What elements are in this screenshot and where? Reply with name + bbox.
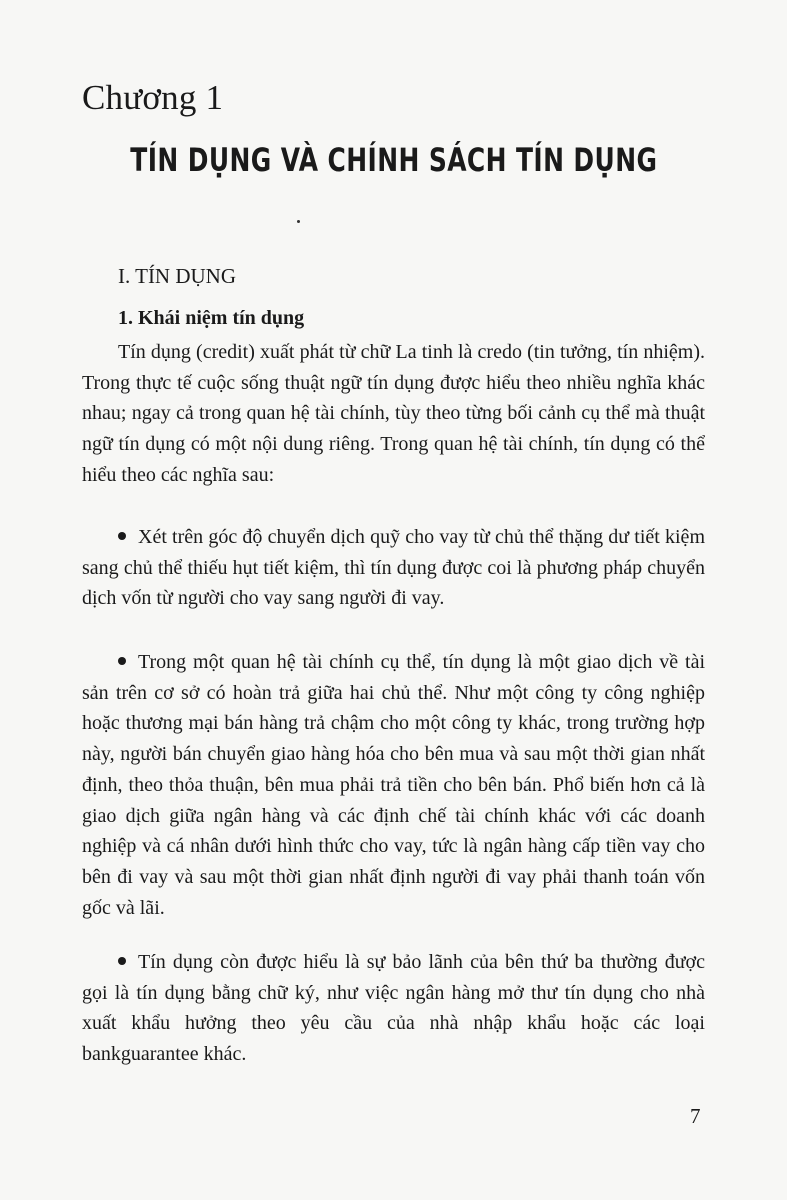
print-speck bbox=[297, 220, 300, 223]
bullet-paragraph-1 bbox=[82, 522, 705, 614]
bullet-paragraph-2 bbox=[82, 647, 705, 923]
sub-heading: 1. Khái niệm tín dụng bbox=[118, 307, 305, 329]
bullet-icon bbox=[118, 957, 126, 965]
bullet-text-1: Xét trên góc độ chuyển dịch quỹ cho vay từ chủ thể thặng dư tiết kiệm sang chủ thể thiếu hụt tiết kiệm, thì tín dụng được coi là phương pháp chuyển dịch vốn từ người cho vay sang người đi vay. bbox=[82, 526, 705, 610]
bullet-paragraph-3 bbox=[82, 947, 705, 1070]
bullet-text-3: Tín dụng còn được hiểu là sự bảo lãnh của bên thứ ba thường được gọi là tín dụng bằng chữ ký, như việc ngân hàng mở thư tín dụng cho nhà xuất khẩu hưởng theo yêu cầu của nhà nhập khẩu hoặc các loại bankguarantee khác. bbox=[82, 951, 705, 1066]
bullet-icon bbox=[118, 532, 126, 540]
chapter-title: TÍN DỤNG VÀ CHÍNH SÁCH TÍN DỤNG bbox=[130, 141, 658, 179]
intro-paragraph bbox=[82, 337, 705, 491]
bullet-text-2: Trong một quan hệ tài chính cụ thể, tín dụng là một giao dịch về tài sản trên cơ sở có hoàn trả giữa hai chủ thể. Như một công ty công nghiệp hoặc thương mại bán hàng trả chậm cho một công ty khác, trong trường hợp này, người bán chuyển giao hàng hóa cho bên mua và sau một thời gian nhất định, theo thỏa thuận, bên mua phải trả tiền cho bên bán. Phổ biến hơn cả là giao dịch giữa ngân hàng và các định chế tài chính khác với các doanh nghiệp và cá nhân dưới hình thức cho vay, tức là ngân hàng cấp tiền vay cho bên đi vay và sau một thời gian nhất định người đi vay phải thanh toán vốn gốc và lãi. bbox=[82, 651, 705, 919]
page-number: 7 bbox=[690, 1104, 701, 1128]
intro-text: Tín dụng (credit) xuất phát từ chữ La tinh là credo (tin tưởng, tín nhiệm). Trong thực tế cuộc sống thuật ngữ tín dụng được hiểu theo nhiều nghĩa khác nhau; ngay cả trong quan hệ tài chính, tùy theo từng bối cảnh cụ thể mà thuật ngữ tín dụng có một nội dung riêng. Trong quan hệ tài chính, tín dụng có thể hiểu theo các nghĩa sau: bbox=[82, 341, 705, 486]
section-heading: I. TÍN DỤNG bbox=[118, 264, 237, 288]
chapter-label: Chương 1 bbox=[82, 78, 224, 117]
bullet-icon bbox=[118, 657, 126, 665]
